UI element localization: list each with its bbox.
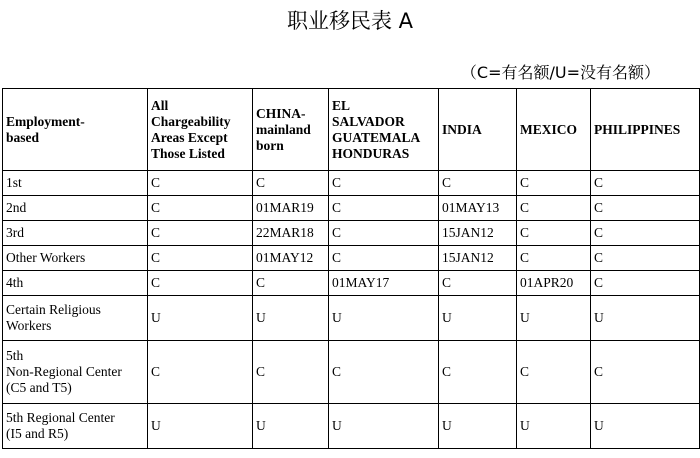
table-cell: U bbox=[329, 296, 439, 341]
table-row bbox=[3, 271, 700, 296]
category-cell: 4th bbox=[3, 271, 148, 296]
table-cell: C bbox=[517, 246, 591, 271]
header-cell: CHINA- mainland born bbox=[253, 89, 329, 171]
table-cell: C bbox=[148, 341, 253, 404]
table-cell: U bbox=[517, 296, 591, 341]
table-cell: C bbox=[591, 246, 700, 271]
table-cell: C bbox=[329, 246, 439, 271]
header-cell: PHILIPPINES bbox=[591, 89, 700, 171]
category-cell: Other Workers bbox=[3, 246, 148, 271]
table-row bbox=[3, 196, 700, 221]
table-cell: C bbox=[591, 221, 700, 246]
table-cell: U bbox=[591, 404, 700, 449]
table-cell: C bbox=[517, 221, 591, 246]
page-title: 职业移民表 A bbox=[286, 9, 414, 33]
table-cell: C bbox=[517, 196, 591, 221]
category-cell: 1st bbox=[3, 171, 148, 196]
table-cell: C bbox=[591, 196, 700, 221]
table-cell: U bbox=[517, 404, 591, 449]
table-cell: C bbox=[439, 171, 517, 196]
table-cell: C bbox=[591, 341, 700, 404]
employment-visa-bulletin-table bbox=[2, 88, 700, 449]
table-cell: C bbox=[329, 196, 439, 221]
availability-legend: （C=有名额/U=没有名额） bbox=[460, 63, 660, 82]
category-cell: 3rd bbox=[3, 221, 148, 246]
category-cell: 5th Regional Center (I5 and R5) bbox=[3, 404, 148, 449]
table-cell: U bbox=[591, 296, 700, 341]
table-row bbox=[3, 296, 700, 341]
table-header-row bbox=[3, 89, 700, 171]
header-cell: Employment- based bbox=[3, 89, 148, 171]
table-cell: 01MAY17 bbox=[329, 271, 439, 296]
table-cell: C bbox=[148, 196, 253, 221]
table-row bbox=[3, 246, 700, 271]
table-cell: 22MAR18 bbox=[253, 221, 329, 246]
table-cell: U bbox=[439, 404, 517, 449]
table-cell: C bbox=[148, 271, 253, 296]
table-cell: C bbox=[591, 271, 700, 296]
table-cell: C bbox=[439, 271, 517, 296]
table-cell: U bbox=[148, 404, 253, 449]
category-cell: 5th Non-Regional Center (C5 and T5) bbox=[3, 341, 148, 404]
header-cell: MEXICO bbox=[517, 89, 591, 171]
table-cell: C bbox=[329, 341, 439, 404]
table-cell: U bbox=[148, 296, 253, 341]
table-row bbox=[3, 341, 700, 404]
table-cell: C bbox=[148, 171, 253, 196]
header-cell: EL SALVADOR GUATEMALA HONDURAS bbox=[329, 89, 439, 171]
table-cell: C bbox=[253, 271, 329, 296]
table-cell: U bbox=[253, 404, 329, 449]
table-cell: C bbox=[148, 246, 253, 271]
table-cell: U bbox=[329, 404, 439, 449]
table-cell: C bbox=[148, 221, 253, 246]
table-cell: C bbox=[591, 171, 700, 196]
table-cell: 01MAY13 bbox=[439, 196, 517, 221]
table-row bbox=[3, 404, 700, 449]
table-row bbox=[3, 221, 700, 246]
header-cell: INDIA bbox=[439, 89, 517, 171]
table-cell: C bbox=[329, 221, 439, 246]
table-cell: 01MAY12 bbox=[253, 246, 329, 271]
table-cell: 15JAN12 bbox=[439, 221, 517, 246]
header-cell: All Chargeability Areas Except Those Listed bbox=[148, 89, 253, 171]
table-cell: C bbox=[253, 171, 329, 196]
table-cell: C bbox=[517, 341, 591, 404]
category-cell: 2nd bbox=[3, 196, 148, 221]
table-cell: C bbox=[439, 341, 517, 404]
table-cell: U bbox=[253, 296, 329, 341]
table-cell: C bbox=[517, 171, 591, 196]
table-cell: 01MAR19 bbox=[253, 196, 329, 221]
category-cell: Certain Religious Workers bbox=[3, 296, 148, 341]
table-cell: C bbox=[253, 341, 329, 404]
table-cell: 15JAN12 bbox=[439, 246, 517, 271]
table-cell: U bbox=[439, 296, 517, 341]
table-cell: C bbox=[329, 171, 439, 196]
table-row bbox=[3, 171, 700, 196]
table-cell: 01APR20 bbox=[517, 271, 591, 296]
